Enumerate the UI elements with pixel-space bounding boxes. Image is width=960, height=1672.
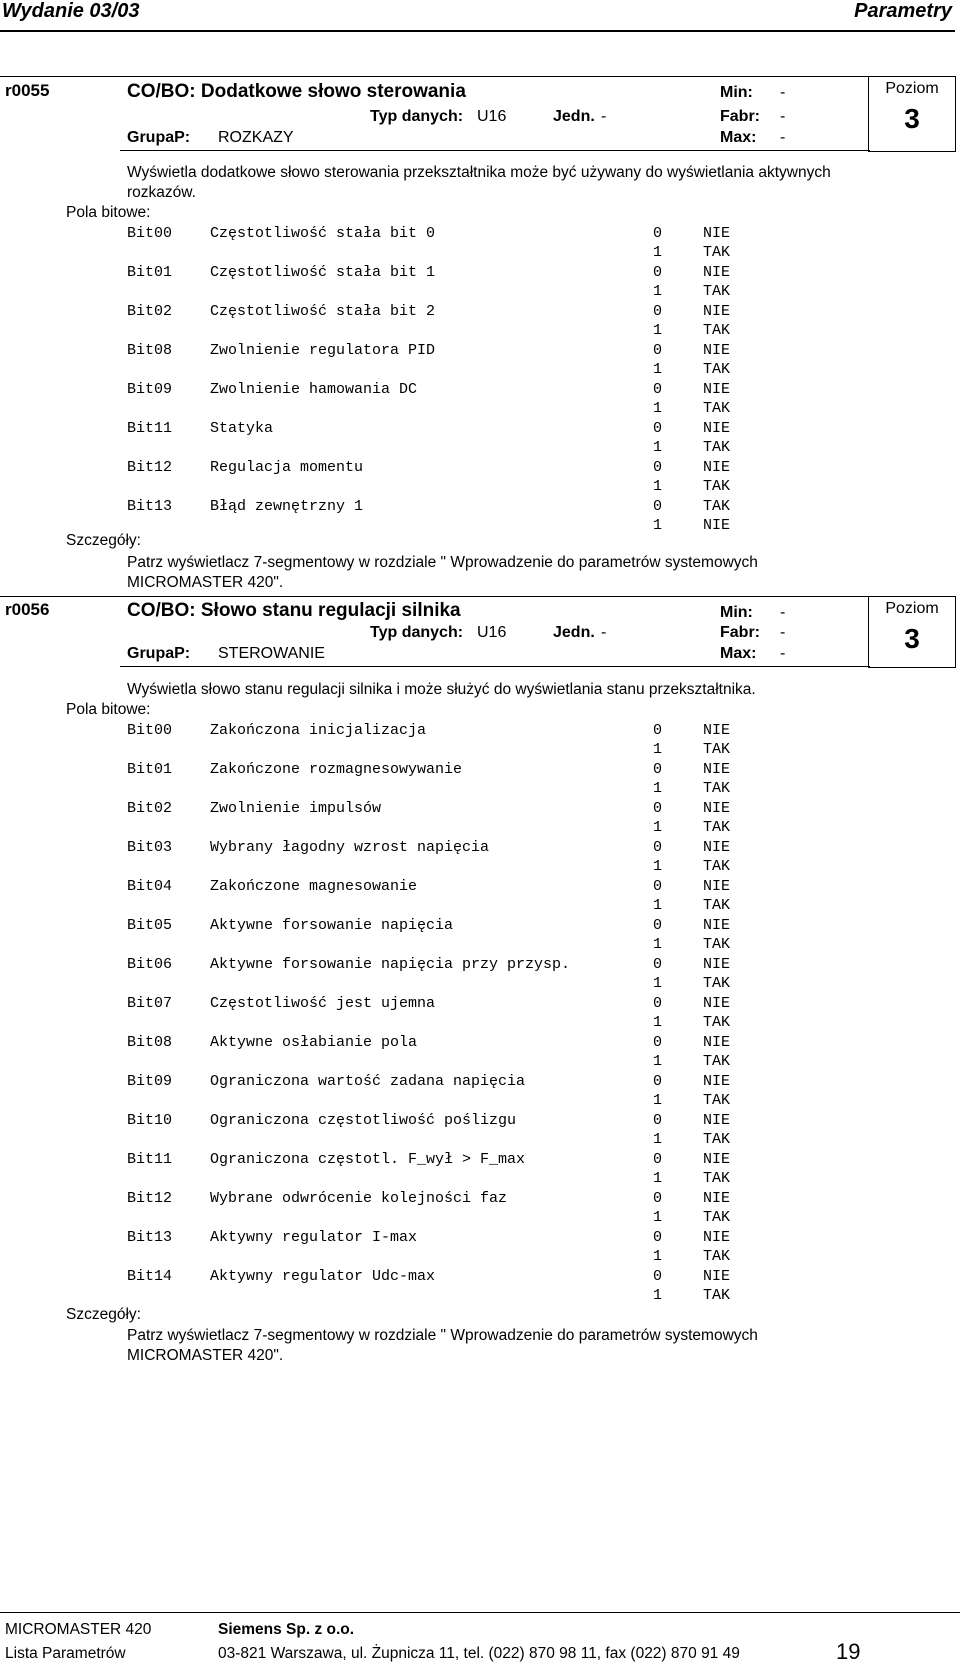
typ-value: U16 (477, 624, 507, 641)
bit-state-1: TAK (703, 975, 731, 992)
bit-state-1: TAK (703, 858, 731, 875)
bit-state-0: NIE (703, 381, 731, 398)
bit-description: Aktywny regulator Udc-max (210, 1268, 436, 1285)
bit-field-row (0, 459, 960, 498)
max-value: - (780, 129, 786, 146)
bit-description: Aktywne osłabianie pola (210, 1034, 418, 1051)
bit-value-0: 0 (653, 264, 663, 281)
bit-number: Bit08 (127, 342, 173, 359)
poziom-value: 3 (904, 103, 920, 134)
max-label: Max: (720, 129, 757, 146)
bit-description: Aktywny regulator I-max (210, 1229, 418, 1246)
bit-number: Bit00 (127, 225, 173, 242)
bit-field-row (0, 1112, 960, 1151)
param-top-rule (0, 596, 870, 597)
bit-value-1: 1 (653, 1053, 663, 1070)
bit-value-1: 1 (653, 858, 663, 875)
bit-number: Bit01 (127, 264, 173, 281)
header-edition: Wydanie 03/03 (2, 0, 140, 22)
bit-state-1: TAK (703, 1287, 731, 1304)
bit-field-row (0, 722, 960, 761)
min-label: Min: (720, 84, 753, 101)
grupa-value: ROZKAZY (218, 129, 294, 146)
bit-value-0: 0 (653, 498, 663, 515)
grupa-value: STEROWANIE (218, 645, 325, 662)
bit-description: Wybrane odwrócenie kolejności faz (210, 1190, 508, 1207)
bit-field-row (0, 1268, 960, 1307)
bit-field-row (0, 878, 960, 917)
fabr-label: Fabr: (720, 108, 760, 125)
poziom-box (868, 596, 956, 668)
grupa-label: GrupaP: (127, 129, 191, 146)
bit-state-0: NIE (703, 878, 731, 895)
bit-state-0: TAK (703, 498, 731, 515)
bit-value-0: 0 (653, 459, 663, 476)
bit-field-row (0, 1190, 960, 1229)
bit-value-1: 1 (653, 897, 663, 914)
bit-description: Błąd zewnętrzny 1 (210, 498, 364, 515)
bit-state-1: TAK (703, 1209, 731, 1226)
bit-number: Bit13 (127, 1229, 173, 1246)
max-value: - (780, 645, 786, 662)
min-value: - (780, 604, 786, 621)
bit-state-0: NIE (703, 342, 731, 359)
bit-field-row (0, 1073, 960, 1112)
footer-product: MICROMASTER 420 (5, 1621, 152, 1638)
param-id: r0055 (5, 81, 50, 100)
bit-description: Częstotliwość stała bit 1 (210, 264, 436, 281)
bit-state-1: TAK (703, 897, 731, 914)
poziom-label: Poziom (885, 600, 939, 617)
bit-value-1: 1 (653, 400, 663, 417)
bit-description: Zakończone magnesowanie (210, 878, 418, 895)
bit-field-row (0, 1034, 960, 1073)
bit-value-1: 1 (653, 780, 663, 797)
bit-value-0: 0 (653, 917, 663, 934)
bit-field-row (0, 498, 960, 537)
bit-field-row (0, 917, 960, 956)
bit-state-1: TAK (703, 478, 731, 495)
bit-value-0: 0 (653, 1268, 663, 1285)
min-label: Min: (720, 604, 753, 621)
details-label: Szczegóły: (66, 532, 141, 549)
bit-field-row (0, 342, 960, 381)
bit-field-row (0, 761, 960, 800)
max-label: Max: (720, 645, 757, 662)
bit-state-1: TAK (703, 1053, 731, 1070)
bit-state-1: TAK (703, 283, 731, 300)
bit-value-0: 0 (653, 1112, 663, 1129)
bit-state-1: TAK (703, 1170, 731, 1187)
bit-value-1: 1 (653, 819, 663, 836)
bit-state-0: NIE (703, 264, 731, 281)
bit-number: Bit02 (127, 303, 173, 320)
fabr-value: - (780, 624, 786, 641)
bit-state-1: TAK (703, 361, 731, 378)
bit-state-1: TAK (703, 1248, 731, 1265)
bit-field-row (0, 381, 960, 420)
bit-value-1: 1 (653, 1092, 663, 1109)
bit-description: Wybrany łagodny wzrost napięcia (210, 839, 490, 856)
bit-number: Bit12 (127, 459, 173, 476)
bit-state-0: NIE (703, 459, 731, 476)
bit-number: Bit11 (127, 1151, 173, 1168)
bit-field-row (0, 995, 960, 1034)
param-description: Wyświetla dodatkowe słowo sterowania przekształtnika może być używany do wyświetlania aktywnych (127, 164, 831, 181)
details-text-cont: MICROMASTER 420". (127, 574, 284, 591)
typ-label: Typ danych: (370, 108, 464, 125)
bit-description: Ograniczona wartość zadana napięcia (210, 1073, 526, 1090)
bit-number: Bit02 (127, 800, 173, 817)
bit-state-0: NIE (703, 722, 731, 739)
bit-state-0: NIE (703, 917, 731, 934)
bit-state-0: NIE (703, 1073, 731, 1090)
bit-state-0: NIE (703, 1268, 731, 1285)
bit-state-0: NIE (703, 839, 731, 856)
bit-value-1: 1 (653, 439, 663, 456)
bit-state-1: NIE (703, 517, 731, 534)
fabr-value: - (780, 108, 786, 125)
param-description: Wyświetla słowo stanu regulacji silnika i może służyć do wyświetlania stanu przekształtnika. (127, 681, 756, 698)
bit-value-1: 1 (653, 244, 663, 261)
bit-number: Bit05 (127, 917, 173, 934)
bit-description: Zakończona inicjalizacja (210, 722, 427, 739)
bit-description: Aktywne forsowanie napięcia (210, 917, 454, 934)
bit-value-0: 0 (653, 1073, 663, 1090)
bit-value-1: 1 (653, 361, 663, 378)
bit-state-1: TAK (703, 322, 731, 339)
param-title: CO/BO: Dodatkowe słowo sterowania (127, 81, 466, 102)
bit-value-0: 0 (653, 1151, 663, 1168)
bit-fields-label: Pola bitowe: (66, 204, 151, 221)
bit-description: Statyka (210, 420, 274, 437)
param-description-cont: rozkazów. (127, 184, 196, 201)
param-bottom-rule (120, 666, 870, 667)
bit-value-1: 1 (653, 1287, 663, 1304)
bit-number: Bit12 (127, 1190, 173, 1207)
poziom-box (868, 76, 956, 152)
bit-field-row (0, 225, 960, 264)
bit-state-0: NIE (703, 1034, 731, 1051)
bit-number: Bit11 (127, 420, 173, 437)
bit-field-row (0, 839, 960, 878)
bit-state-0: NIE (703, 761, 731, 778)
bit-value-0: 0 (653, 420, 663, 437)
bit-value-1: 1 (653, 322, 663, 339)
typ-label: Typ danych: (370, 624, 464, 641)
bit-description: Aktywne forsowanie napięcia przy przysp. (210, 956, 571, 973)
bit-value-1: 1 (653, 936, 663, 953)
bit-value-0: 0 (653, 995, 663, 1012)
jedn-value: - (601, 624, 607, 641)
bit-description: Regulacja momentu (210, 459, 364, 476)
bit-state-0: NIE (703, 303, 731, 320)
bit-description: Częstotliwość stała bit 0 (210, 225, 436, 242)
footer-rule (0, 1612, 960, 1613)
bit-value-1: 1 (653, 1131, 663, 1148)
bit-number: Bit14 (127, 1268, 173, 1285)
bit-description: Częstotliwość stała bit 2 (210, 303, 436, 320)
bit-value-1: 1 (653, 1170, 663, 1187)
bit-field-row (0, 1229, 960, 1268)
typ-value: U16 (477, 108, 507, 125)
bit-state-0: NIE (703, 995, 731, 1012)
details-label: Szczegóły: (66, 1306, 141, 1323)
min-value: - (780, 84, 786, 101)
bit-state-1: TAK (703, 244, 731, 261)
bit-number: Bit07 (127, 995, 173, 1012)
bit-value-1: 1 (653, 1014, 663, 1031)
bit-description: Zakończone rozmagnesowywanie (210, 761, 463, 778)
bit-value-0: 0 (653, 722, 663, 739)
bit-description: Zwolnienie impulsów (210, 800, 382, 817)
bit-state-0: NIE (703, 1190, 731, 1207)
header-rule (0, 30, 955, 32)
bit-number: Bit00 (127, 722, 173, 739)
bit-state-1: TAK (703, 819, 731, 836)
bit-state-0: NIE (703, 225, 731, 242)
bit-state-1: TAK (703, 439, 731, 456)
bit-value-0: 0 (653, 1190, 663, 1207)
bit-state-0: NIE (703, 1112, 731, 1129)
bit-value-1: 1 (653, 283, 663, 300)
footer-company: Siemens Sp. z o.o. (218, 1621, 355, 1638)
bit-number: Bit09 (127, 381, 173, 398)
bit-state-0: NIE (703, 956, 731, 973)
bit-state-0: NIE (703, 1151, 731, 1168)
grupa-label: GrupaP: (127, 645, 191, 662)
bit-number: Bit03 (127, 839, 173, 856)
bit-number: Bit09 (127, 1073, 173, 1090)
bit-number: Bit13 (127, 498, 173, 515)
jedn-label: Jedn. (553, 624, 595, 641)
param-id: r0056 (5, 600, 50, 619)
bit-field-row (0, 800, 960, 839)
page-number: 19 (836, 1639, 861, 1664)
bit-state-1: TAK (703, 741, 731, 758)
bit-state-0: NIE (703, 800, 731, 817)
bit-field-row (0, 956, 960, 995)
bit-description: Ograniczona częstotl. F_wył > F_max (210, 1151, 526, 1168)
bit-state-1: TAK (703, 936, 731, 953)
param-top-rule (0, 76, 870, 77)
bit-value-1: 1 (653, 1209, 663, 1226)
bit-value-0: 0 (653, 1229, 663, 1246)
bit-number: Bit01 (127, 761, 173, 778)
bit-value-0: 0 (653, 800, 663, 817)
bit-value-0: 0 (653, 956, 663, 973)
bit-value-0: 0 (653, 225, 663, 242)
bit-number: Bit08 (127, 1034, 173, 1051)
footer-doc: Lista Parametrów (5, 1645, 126, 1662)
footer-address: 03-821 Warszawa, ul. Żupnicza 11, tel. (022) 870 98 11, fax (022) 870 91 49 (218, 1645, 740, 1662)
jedn-value: - (601, 108, 607, 125)
bit-number: Bit04 (127, 878, 173, 895)
bit-value-0: 0 (653, 839, 663, 856)
bit-number: Bit06 (127, 956, 173, 973)
fabr-label: Fabr: (720, 624, 760, 641)
bit-value-1: 1 (653, 478, 663, 495)
bit-fields-label: Pola bitowe: (66, 701, 151, 718)
poziom-value: 3 (904, 623, 920, 654)
param-title: CO/BO: Słowo stanu regulacji silnika (127, 600, 461, 621)
bit-field-row (0, 420, 960, 459)
param-bottom-rule (120, 150, 870, 151)
bit-field-row (0, 303, 960, 342)
bit-description: Ograniczona częstotliwość poślizgu (210, 1112, 517, 1129)
bit-state-1: TAK (703, 780, 731, 797)
bit-value-0: 0 (653, 1034, 663, 1051)
bit-state-1: TAK (703, 1092, 731, 1109)
header-section: Parametry (854, 0, 952, 22)
details-text-cont: MICROMASTER 420". (127, 1347, 284, 1364)
bit-number: Bit10 (127, 1112, 173, 1129)
bit-state-0: NIE (703, 420, 731, 437)
bit-description: Zwolnienie regulatora PID (210, 342, 436, 359)
bit-value-1: 1 (653, 517, 663, 534)
bit-field-row (0, 264, 960, 303)
bit-state-1: TAK (703, 1014, 731, 1031)
bit-value-1: 1 (653, 741, 663, 758)
bit-value-0: 0 (653, 303, 663, 320)
bit-field-row (0, 1151, 960, 1190)
bit-state-1: TAK (703, 1131, 731, 1148)
bit-state-1: TAK (703, 400, 731, 417)
details-text: Patrz wyświetlacz 7-segmentowy w rozdziale " Wprowadzenie do parametrów systemowych (127, 1327, 758, 1344)
bit-value-1: 1 (653, 975, 663, 992)
bit-state-0: NIE (703, 1229, 731, 1246)
bit-value-0: 0 (653, 342, 663, 359)
bit-value-0: 0 (653, 761, 663, 778)
bit-description: Częstotliwość jest ujemna (210, 995, 436, 1012)
bit-value-0: 0 (653, 381, 663, 398)
jedn-label: Jedn. (553, 108, 595, 125)
bit-description: Zwolnienie hamowania DC (210, 381, 418, 398)
bit-value-0: 0 (653, 878, 663, 895)
bit-value-1: 1 (653, 1248, 663, 1265)
poziom-label: Poziom (885, 80, 939, 97)
details-text: Patrz wyświetlacz 7-segmentowy w rozdziale " Wprowadzenie do parametrów systemowych (127, 554, 758, 571)
